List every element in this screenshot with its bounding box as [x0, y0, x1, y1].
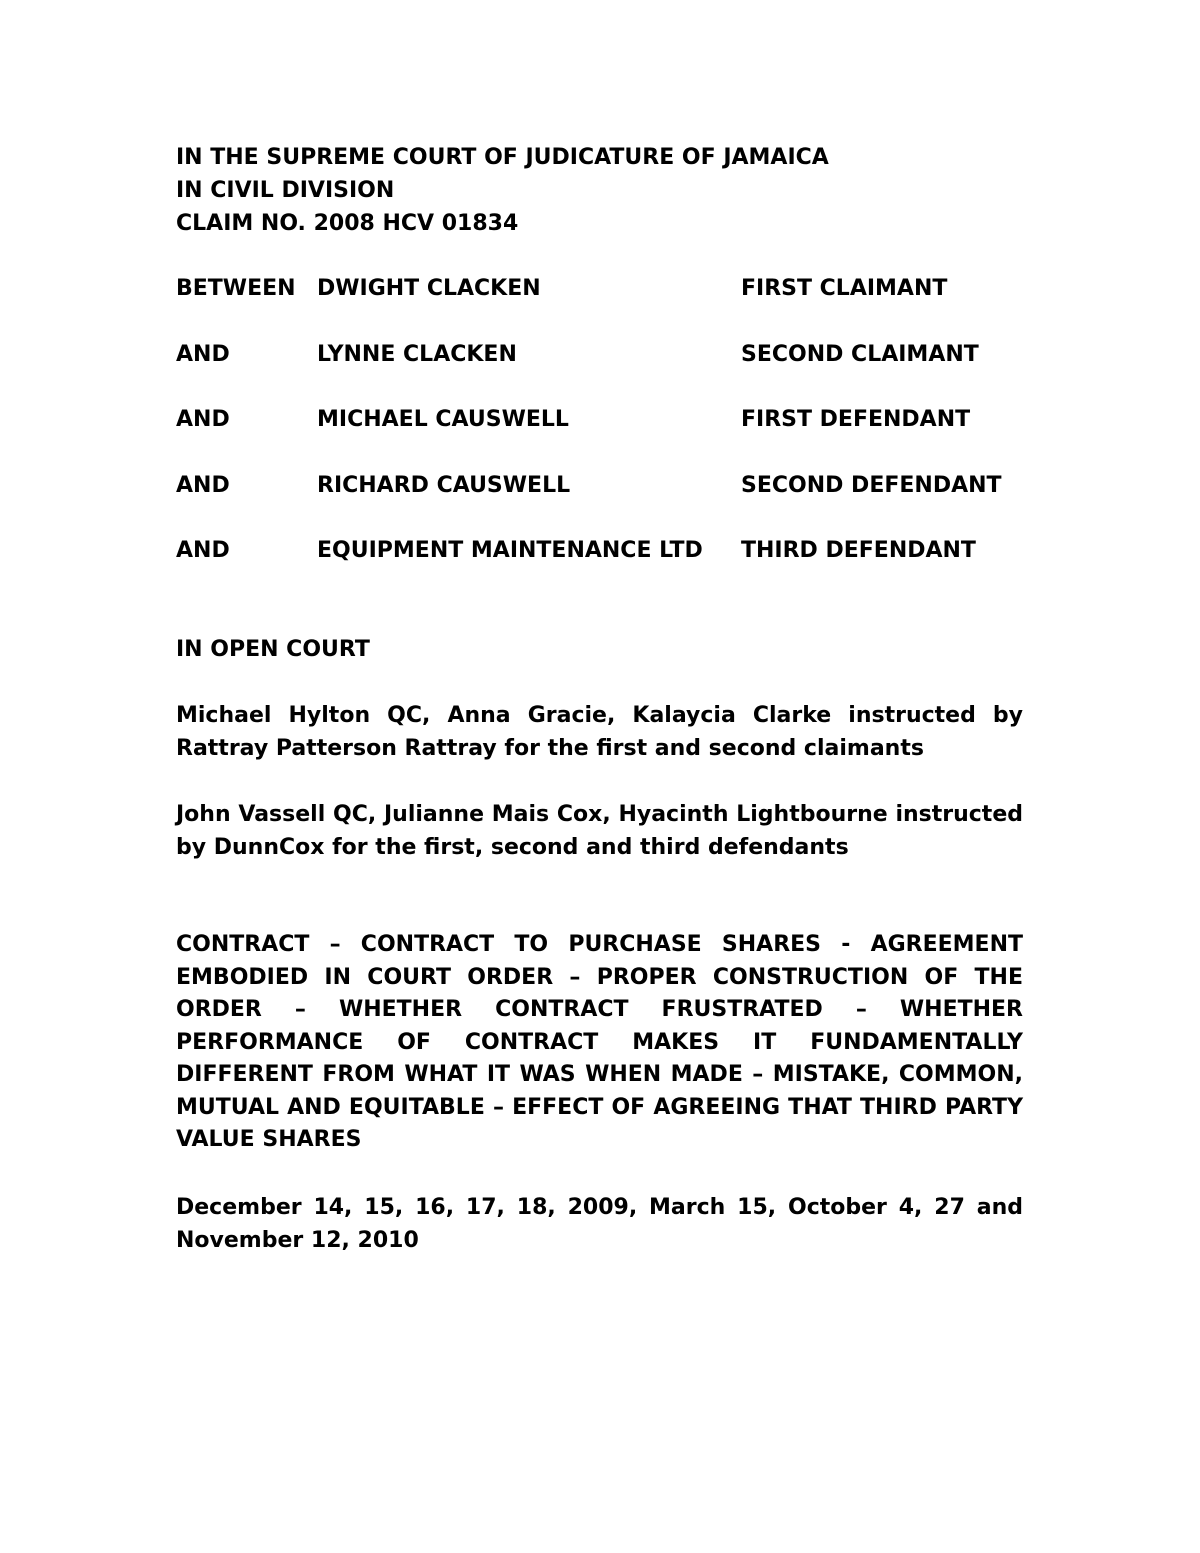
party-connector: AND	[176, 473, 230, 498]
party-row	[176, 470, 1036, 502]
party-row	[176, 404, 1036, 436]
court-title: IN THE SUPREME COURT OF JUDICATURE OF JAMAICA	[176, 145, 829, 170]
party-role: FIRST CLAIMANT	[741, 276, 948, 301]
party-role: SECOND CLAIMANT	[741, 342, 979, 367]
counsel-claimants: Michael Hylton QC, Anna Gracie, Kalaycia Clarke instructed by Rattray Patterson Rattray for the first and second claimants	[176, 703, 1023, 761]
party-connector: AND	[176, 407, 230, 432]
party-role: THIRD DEFENDANT	[741, 538, 976, 563]
party-name: LYNNE CLACKEN	[317, 342, 517, 367]
party-name: DWIGHT CLACKEN	[317, 276, 541, 301]
in-open-court: IN OPEN COURT	[176, 637, 370, 662]
party-row	[176, 273, 1036, 305]
party-row	[176, 535, 1036, 567]
counsel-defendants: John Vassell QC, Julianne Mais Cox, Hyacinth Lightbourne instructed by DunnCox for the first, second and third defendants	[176, 802, 1023, 860]
claim-number: CLAIM NO. 2008 HCV 01834	[176, 211, 519, 236]
party-connector: BETWEEN	[176, 276, 296, 301]
catchwords: CONTRACT – CONTRACT TO PURCHASE SHARES - AGREEMENT EMBODIED IN COURT ORDER – PROPER CONSTRUCTION OF THE ORDER – WHETHER CONTRACT FRUSTRATED – WHETHER PERFORMANCE OF CONTRACT MAKES IT FUNDAMENTALLY DIFFERENT FROM WHAT IT WAS WHEN MADE – MISTAKE, COMMON, MUTUAL AND EQUITABLE – EFFECT OF AGREEING THAT THIRD PARTY VALUE SHARES	[176, 932, 1023, 1152]
party-role: SECOND DEFENDANT	[741, 473, 1002, 498]
party-connector: AND	[176, 342, 230, 367]
party-connector: AND	[176, 538, 230, 563]
party-row	[176, 339, 1036, 371]
party-role: FIRST DEFENDANT	[741, 407, 971, 432]
division-title: IN CIVIL DIVISION	[176, 178, 395, 203]
party-name: RICHARD CAUSWELL	[317, 473, 571, 498]
party-name: MICHAEL CAUSWELL	[317, 407, 569, 432]
hearing-dates: December 14, 15, 16, 17, 18, 2009, March 15, October 4, 27 and November 12, 2010	[176, 1195, 1023, 1253]
party-name: EQUIPMENT MAINTENANCE LTD	[317, 538, 703, 563]
